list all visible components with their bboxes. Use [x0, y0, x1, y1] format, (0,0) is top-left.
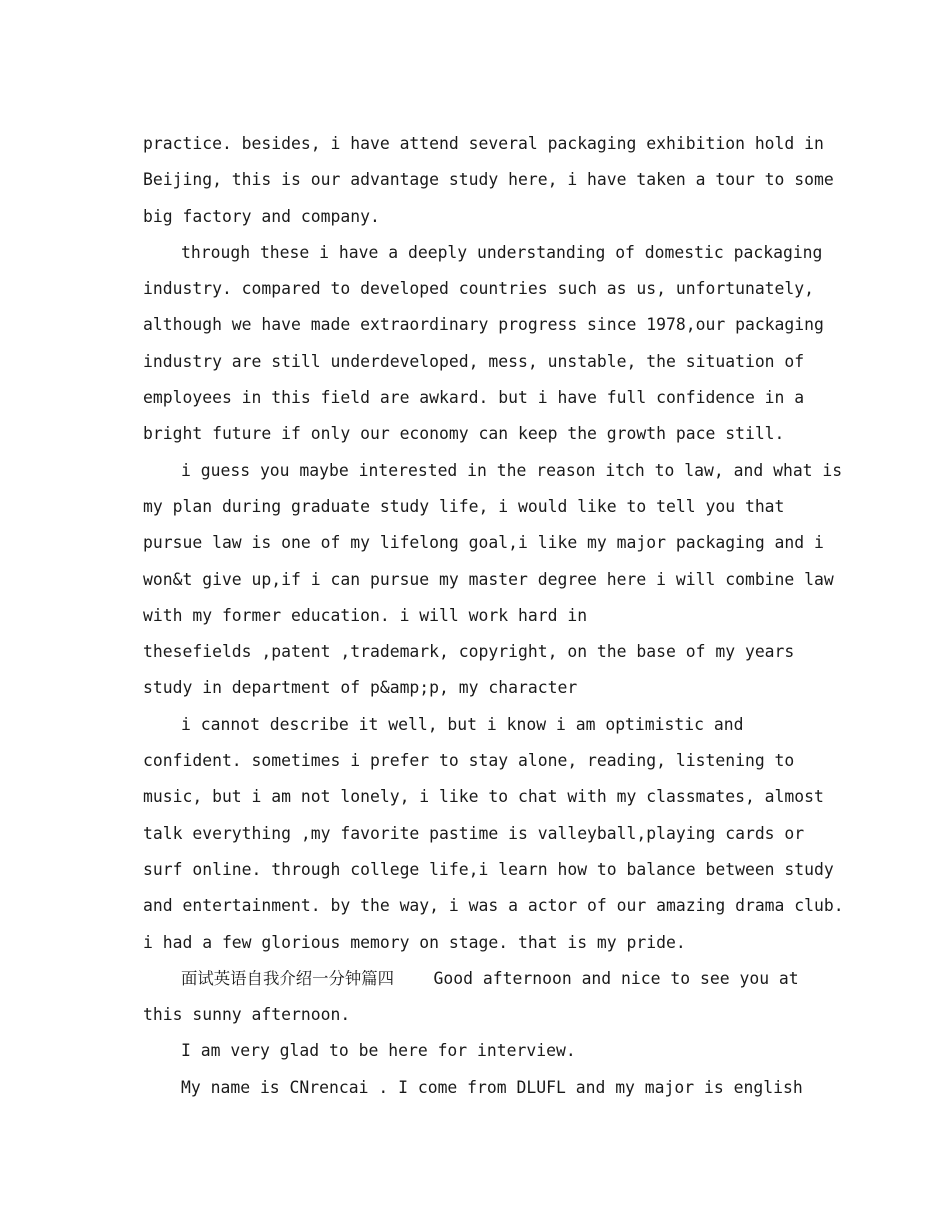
text-line: this sunny afternoon.: [143, 1005, 351, 1025]
body-text: [143, 126, 844, 1106]
text-line: 面试英语自我介绍一分钟篇四 Good afternoon and nice to see you at: [181, 968, 799, 988]
text-line: i had a few glorious memory on stage. that is my pride.: [143, 932, 686, 952]
text-line: my plan during graduate study life, i would like to tell you that: [143, 496, 785, 516]
text-line: won&t give up,if i can pursue my master degree here i will combine law: [143, 569, 834, 589]
text-line: bright future if only our economy can keep the growth pace still.: [143, 424, 785, 444]
text-line: through these i have a deeply understanding of domestic packaging: [181, 242, 823, 262]
text-line: with my former education. i will work hard in: [143, 605, 588, 625]
text-line: study in department of p&amp;p, my character: [143, 678, 578, 698]
text-line: pursue law is one of my lifelong goal,i like my major packaging and i: [143, 533, 824, 553]
text-line: I am very glad to be here for interview.: [181, 1041, 576, 1061]
text-line: My name is CNrencai . I come from DLUFL and my major is english: [181, 1077, 803, 1097]
text-line: big factory and company.: [143, 206, 380, 226]
text-line: music, but i am not lonely, i like to chat with my classmates, almost: [143, 787, 824, 807]
text-line: practice. besides, i have attend several packaging exhibition hold in: [143, 134, 824, 153]
text-line: employees in this field are awkard. but i have full confidence in a: [143, 388, 805, 408]
text-line: although we have made extraordinary progress since 1978,our packaging: [143, 315, 824, 335]
text-line: industry. compared to developed countries such as us, unfortunately,: [143, 279, 815, 299]
text-line: talk everything ,my favorite pastime is valleyball,playing cards or: [143, 823, 805, 843]
text-line: i cannot describe it well, but i know i am optimistic and: [181, 714, 744, 734]
text-line: and entertainment. by the way, i was a actor of our amazing drama club.: [143, 896, 844, 916]
text-line: industry are still underdeveloped, mess, unstable, the situation of: [143, 351, 805, 371]
text-line: confident. sometimes i prefer to stay alone, reading, listening to: [143, 751, 795, 771]
text-line: thesefields ,patent ,trademark, copyright, on the base of my years: [143, 642, 795, 662]
text-line: surf online. through college life,i learn how to balance between study: [143, 859, 834, 879]
text-line: i guess you maybe interested in the reason itch to law, and what is: [181, 460, 843, 480]
text-line: Beijing, this is our advantage study here, i have taken a tour to some: [143, 170, 834, 190]
